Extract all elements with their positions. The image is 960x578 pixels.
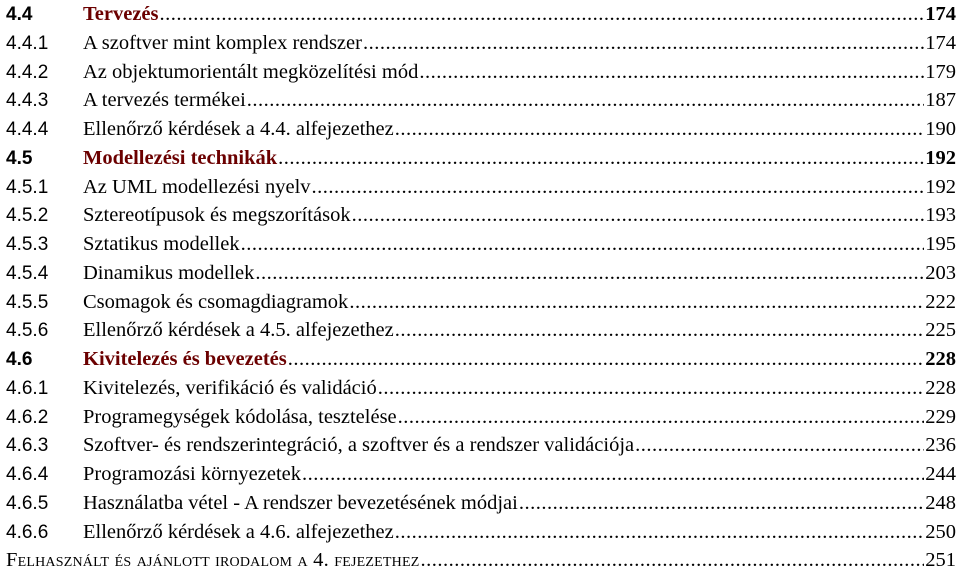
toc-entry-number: 4.4.3 [6,90,49,112]
toc-entry-number: 4.5.6 [6,320,49,342]
toc-entry-title: A tervezés termékei [83,89,246,112]
toc-entry-page: 250 [925,520,956,543]
toc-entry-page: 192 [925,146,956,169]
toc-entry-title: Programozási környezetek [83,463,302,485]
toc-entry-page: 190 [925,118,956,140]
dot-leader [395,316,925,345]
toc-entry-number: 4.6.5 [6,492,49,514]
toc-entry-number: 4.5 [6,147,33,169]
toc-entry-number: 4.5.4 [6,262,49,284]
toc-entry-page: 248 [925,491,956,514]
toc-entry-number: 4.6 [6,349,33,370]
toc-entry-page: 203 [925,261,956,284]
toc-entry-number: 4.5.2 [6,205,49,227]
toc-entry-4-5[interactable] [6,144,956,173]
toc-entry-page: 195 [925,233,956,255]
dot-leader [395,518,925,547]
toc-entry-bibliography[interactable] [6,546,956,575]
dot-leader [352,201,925,230]
toc-entry-title: Sztatikus modellek [83,233,240,255]
toc-entry-title: Kivitelezés és bevezetés [83,348,287,370]
toc-entry-title: Programegységek kódolása, tesztelése [83,405,397,428]
toc-entry-4-4-3[interactable] [6,86,956,115]
toc-entry-title: Az UML modellezési nyelv [83,175,311,198]
toc-entry-4-5-5[interactable] [6,288,956,317]
toc-entry-title: Felhasznált és ajánlott irodalom a 4. fejezethez [6,549,420,572]
toc-entry-title: Dinamikus modellek [83,261,255,284]
toc-entry-page: 179 [925,60,956,83]
toc-entry-number: 4.6.3 [6,435,49,457]
toc-entry-number: 4.4 [6,4,33,25]
toc-entry-number: 4.5.5 [6,291,49,313]
dot-leader [349,288,924,317]
dot-leader [378,374,925,403]
toc-entry-page: 251 [925,549,956,572]
toc-entry-4-5-1[interactable] [6,173,956,202]
toc-entry-4-4-4[interactable] [6,115,956,144]
dot-leader [398,403,925,432]
toc-entry-title: A szoftver mint komplex rendszer [83,31,362,54]
toc-entry-page: 244 [925,463,956,485]
toc-entry-title: Modellezési technikák [83,146,278,169]
toc-entry-title: Használatba vétel - A rendszer bevezetésének módjai [83,491,518,514]
toc-entry-page: 193 [925,204,956,227]
dot-leader [519,489,924,518]
toc-entry-number: 4.4.4 [6,119,49,140]
toc-entry-number: 4.5.1 [6,176,49,198]
toc-entry-4-6[interactable] [6,345,956,374]
toc-entry-4-4-1[interactable] [6,29,956,58]
dot-leader [312,173,925,202]
toc-entry-page: 187 [925,89,956,112]
toc-entry-number: 4.4.1 [6,32,49,54]
dot-leader [302,460,924,489]
toc-entry-number: 4.6.6 [6,521,49,543]
dot-leader [288,345,924,374]
toc-entry-number: 4.6.4 [6,464,49,485]
dot-leader [419,58,924,87]
toc-entry-title: Ellenőrző kérdések a 4.6. alfejezethez [83,520,394,543]
toc-entry-4-6-2[interactable] [6,403,956,432]
toc-entry-title: Csomagok és csomagdiagramok [83,290,349,313]
toc-entry-page: 228 [925,348,956,370]
toc-entry-page: 192 [925,175,956,198]
dot-leader [395,115,925,144]
toc-entry-number: 4.4.2 [6,61,49,83]
toc-entry-page: 174 [925,31,956,54]
dot-leader [247,86,924,115]
toc-entry-4-5-3[interactable] [6,230,956,259]
toc-entry-page: 225 [925,319,956,342]
toc-entry-4-6-4[interactable] [6,460,956,489]
toc-entry-title: Szoftver- és rendszerintegráció, a szoftver és a rendszer validációja [83,434,635,457]
toc-entry-4-4-2[interactable] [6,58,956,87]
toc-entry-number: 4.5.3 [6,234,49,255]
toc-entry-title: Az objektumorientált megközelítési mód [83,60,419,83]
table-of-contents [6,0,956,575]
dot-leader [635,431,924,460]
toc-entry-4-6-6[interactable] [6,518,956,547]
toc-entry-4-6-5[interactable] [6,489,956,518]
toc-entry-title: Ellenőrző kérdések a 4.5. alfejezethez [83,319,394,342]
toc-entry-4-5-2[interactable] [6,201,956,230]
toc-entry-number: 4.6.1 [6,377,49,399]
toc-entry-page: 174 [925,3,956,25]
toc-entry-4-6-3[interactable] [6,431,956,460]
toc-entry-4-5-4[interactable] [6,259,956,288]
toc-entry-page: 229 [925,405,956,428]
toc-entry-title: Ellenőrző kérdések a 4.4. alfejezethez [83,118,394,140]
toc-entry-title: Sztereotípusok és megszorítások [83,204,351,227]
toc-entry-title: Kivitelezés, verifikáció és validáció [83,376,377,399]
toc-entry-page: 222 [925,290,956,313]
dot-leader [278,144,924,173]
toc-entry-page: 236 [925,434,956,457]
toc-entry-4-6-1[interactable] [6,374,956,403]
dot-leader [160,0,925,29]
toc-entry-page: 228 [925,376,956,399]
toc-entry-4-4[interactable] [6,0,956,29]
dot-leader [420,546,924,575]
dot-leader [241,230,925,259]
toc-entry-number: 4.6.2 [6,406,49,428]
toc-entry-title: Tervezés [83,3,159,25]
dot-leader [255,259,924,288]
dot-leader [363,29,924,58]
toc-entry-4-5-6[interactable] [6,316,956,345]
